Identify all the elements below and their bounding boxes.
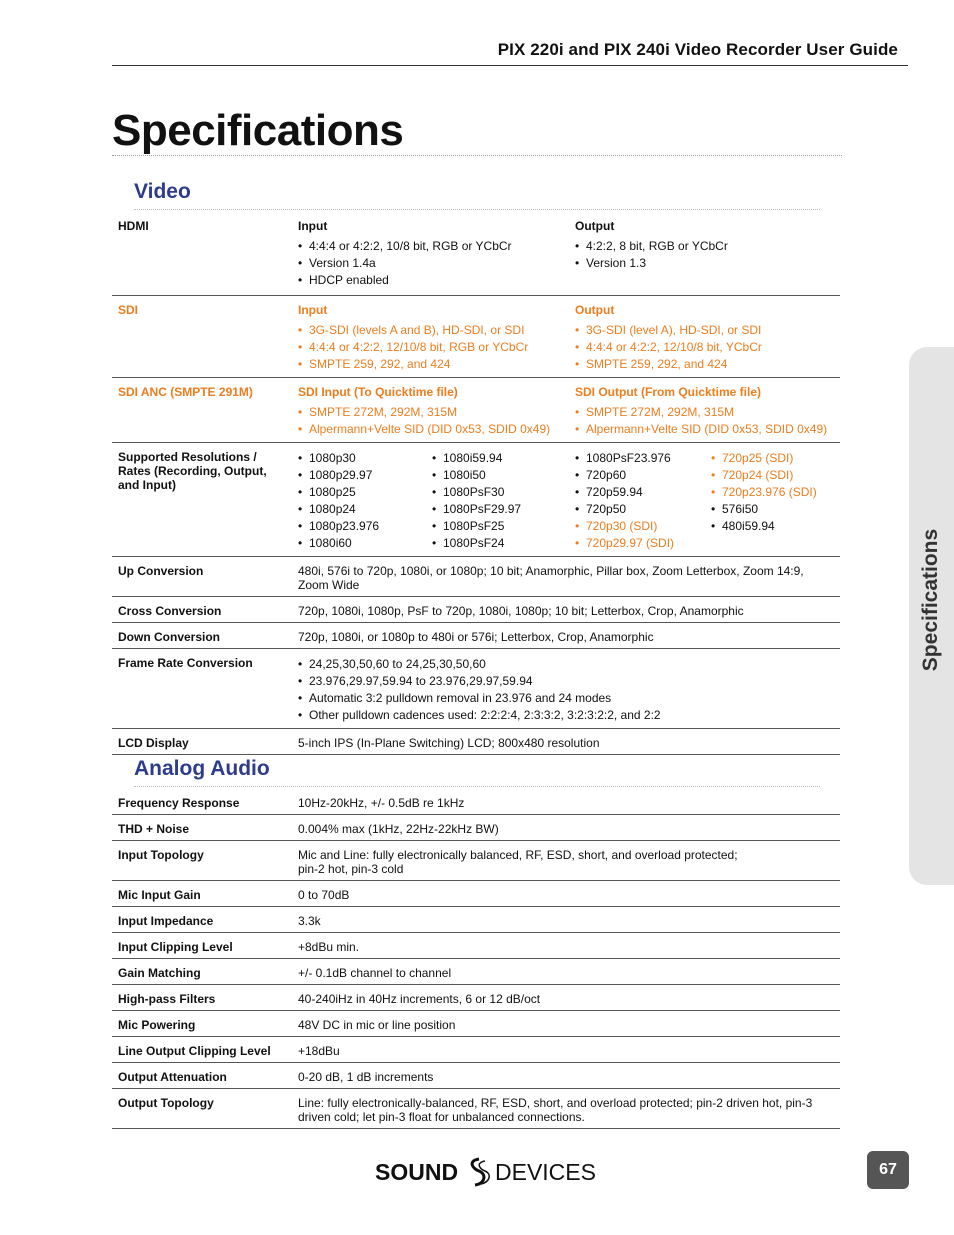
audio-section-title: Analog Audio bbox=[134, 757, 270, 780]
spec-value: 480i, 576i to 720p, 1080i, or 1080p; 10 bit; Anamorphic, Pillar box, Zoom Letterbox, Zoom 14:9, Zoom Wide bbox=[292, 556, 840, 596]
spec-label: Input Impedance bbox=[112, 907, 292, 933]
svg-text:DEVICES: DEVICES bbox=[495, 1159, 595, 1185]
spec-label: High-pass Filters bbox=[112, 985, 292, 1011]
spec-label: SDI bbox=[112, 295, 292, 377]
page-title: Specifications bbox=[112, 106, 404, 155]
table-row bbox=[112, 1063, 840, 1089]
spec-value: 0-20 dB, 1 dB increments bbox=[292, 1063, 840, 1089]
title-rule bbox=[112, 155, 842, 156]
spec-input-cell: Input • 4:4:4 or 4:2:2, 10/8 bit, RGB or YCbCr • Version 1.4a • HDCP enabled bbox=[292, 212, 569, 295]
table-row bbox=[112, 1037, 840, 1063]
spec-label: Input Clipping Level bbox=[112, 933, 292, 959]
table-row bbox=[112, 907, 840, 933]
spec-input-cell: Input • 3G-SDI (levels A and B), HD-SDI, or SDI • 4:4:4 or 4:2:2, 12/10/8 bit, RGB or YCbCr • SMPTE 259, 292, and 424 bbox=[292, 295, 569, 377]
spec-output-cell: SDI Output (From Quicktime file) • SMPTE 272M, 292M, 315M • Alpermann+Velte SID (DID 0x53, SDID 0x49) bbox=[569, 377, 840, 442]
guide-title: PIX 220i and PIX 240i Video Recorder User Guide bbox=[497, 40, 898, 59]
spec-label: Down Conversion bbox=[112, 622, 292, 648]
table-row bbox=[112, 648, 840, 728]
spec-label: Up Conversion bbox=[112, 556, 292, 596]
table-row bbox=[112, 789, 840, 815]
table-row bbox=[112, 442, 840, 556]
spec-value: 48V DC in mic or line position bbox=[292, 1011, 840, 1037]
spec-value: 0 to 70dB bbox=[292, 881, 840, 907]
table-row bbox=[112, 1089, 840, 1129]
table-row bbox=[112, 841, 840, 881]
resolution-cell: • 1080p30 • 1080p29.97 • 1080p25 • 1080p24 • 1080p23.976 • 1080i60 • 1080i59.94 • 1080i50 • 1080PsF30 • 1080PsF29.97 • 1080PsF25 • 1080PsF24 bbox=[292, 442, 569, 556]
spec-label: Frequency Response bbox=[112, 789, 292, 815]
table-row bbox=[112, 815, 840, 841]
spec-value: 3.3k bbox=[292, 907, 840, 933]
sound-devices-logo bbox=[375, 1153, 595, 1194]
table-row bbox=[112, 959, 840, 985]
svg-text:SOUND: SOUND bbox=[375, 1159, 459, 1185]
table-row bbox=[112, 596, 840, 622]
resolution-cell: • 1080PsF23.976 • 720p60 • 720p59.94 • 720p50 • 720p30 (SDI) • 720p29.97 (SDI) • 720p25 (SDI) • 720p24 (SDI) • 720p23.976 (SDI) • 576i50 • 480i59.94 bbox=[569, 442, 840, 556]
video-section-title: Video bbox=[134, 180, 191, 203]
spec-value: Mic and Line: fully electronically balanced, RF, ESD, short, and overload protected; pin-2 hot, pin-3 cold bbox=[292, 841, 840, 881]
spec-label: Input Topology bbox=[112, 841, 292, 881]
section-rule bbox=[134, 209, 820, 210]
table-row bbox=[112, 212, 840, 295]
table-row bbox=[112, 985, 840, 1011]
table-row bbox=[112, 881, 840, 907]
spec-value: 720p, 1080i, or 1080p to 480i or 576i; Letterbox, Crop, Anamorphic bbox=[292, 622, 840, 648]
side-tab-label: Specifications bbox=[919, 528, 942, 672]
spec-output-cell: Output • 4:2:2, 8 bit, RGB or YCbCr • Version 1.3 bbox=[569, 212, 840, 295]
table-row bbox=[112, 933, 840, 959]
spec-label: Line Output Clipping Level bbox=[112, 1037, 292, 1063]
spec-value: 10Hz-20kHz, +/- 0.5dB re 1kHz bbox=[292, 789, 840, 815]
spec-label: Output Topology bbox=[112, 1089, 292, 1129]
spec-label: THD + Noise bbox=[112, 815, 292, 841]
spec-input-cell: SDI Input (To Quicktime file) • SMPTE 272M, 292M, 315M • Alpermann+Velte SID (DID 0x53, SDID 0x49) bbox=[292, 377, 569, 442]
spec-value: 0.004% max (1kHz, 22Hz-22kHz BW) bbox=[292, 815, 840, 841]
header-rule bbox=[112, 65, 908, 66]
spec-value: 40-240iHz in 40Hz increments, 6 or 12 dB/oct bbox=[292, 985, 840, 1011]
spec-value: 5-inch IPS (In-Plane Switching) LCD; 800x480 resolution bbox=[292, 728, 840, 754]
spec-value: +/- 0.1dB channel to channel bbox=[292, 959, 840, 985]
spec-label: Mic Input Gain bbox=[112, 881, 292, 907]
spec-value: Line: fully electronically-balanced, RF, ESD, short, and overload protected; pin-2 driven hot, pin-3 driven cold; let pin-3 float for unbalanced connections. bbox=[292, 1089, 840, 1129]
table-row bbox=[112, 622, 840, 648]
spec-label: Frame Rate Conversion bbox=[112, 648, 292, 728]
table-row bbox=[112, 295, 840, 377]
spec-label: SDI ANC (SMPTE 291M) bbox=[112, 377, 292, 442]
spec-value: 720p, 1080i, 1080p, PsF to 720p, 1080i, 1080p; 10 bit; Letterbox, Crop, Anamorphic bbox=[292, 596, 840, 622]
video-spec-table bbox=[112, 212, 840, 755]
spec-output-cell: Output • 3G-SDI (level A), HD-SDI, or SDI • 4:4:4 or 4:2:2, 12/10/8 bit, YCbCr • SMPTE 259, 292, and 424 bbox=[569, 295, 840, 377]
table-row bbox=[112, 377, 840, 442]
spec-label: Mic Powering bbox=[112, 1011, 292, 1037]
spec-label: LCD Display bbox=[112, 728, 292, 754]
spec-label: Gain Matching bbox=[112, 959, 292, 985]
spec-label: Supported Resolutions / Rates (Recording, Output, and Input) bbox=[112, 442, 292, 556]
spec-value: +8dBu min. bbox=[292, 933, 840, 959]
spec-label: HDMI bbox=[112, 212, 292, 295]
spec-value: +18dBu bbox=[292, 1037, 840, 1063]
page-number: 67 bbox=[867, 1151, 909, 1189]
table-row bbox=[112, 1011, 840, 1037]
table-row bbox=[112, 728, 840, 754]
spec-label: Output Attenuation bbox=[112, 1063, 292, 1089]
spec-label: Cross Conversion bbox=[112, 596, 292, 622]
spec-value: • 24,25,30,50,60 to 24,25,30,50,60 • 23.976,29.97,59.94 to 23.976,29.97,59.94 • Automatic 3:2 pulldown removal in 23.976 and 24 modes • Other pulldown cadences used: 2:2:2:4, 2:3:3:2, 3:2:3:2:2, and 2:2 bbox=[292, 648, 840, 728]
section-rule bbox=[134, 786, 820, 787]
audio-spec-table bbox=[112, 789, 840, 1129]
table-row bbox=[112, 556, 840, 596]
